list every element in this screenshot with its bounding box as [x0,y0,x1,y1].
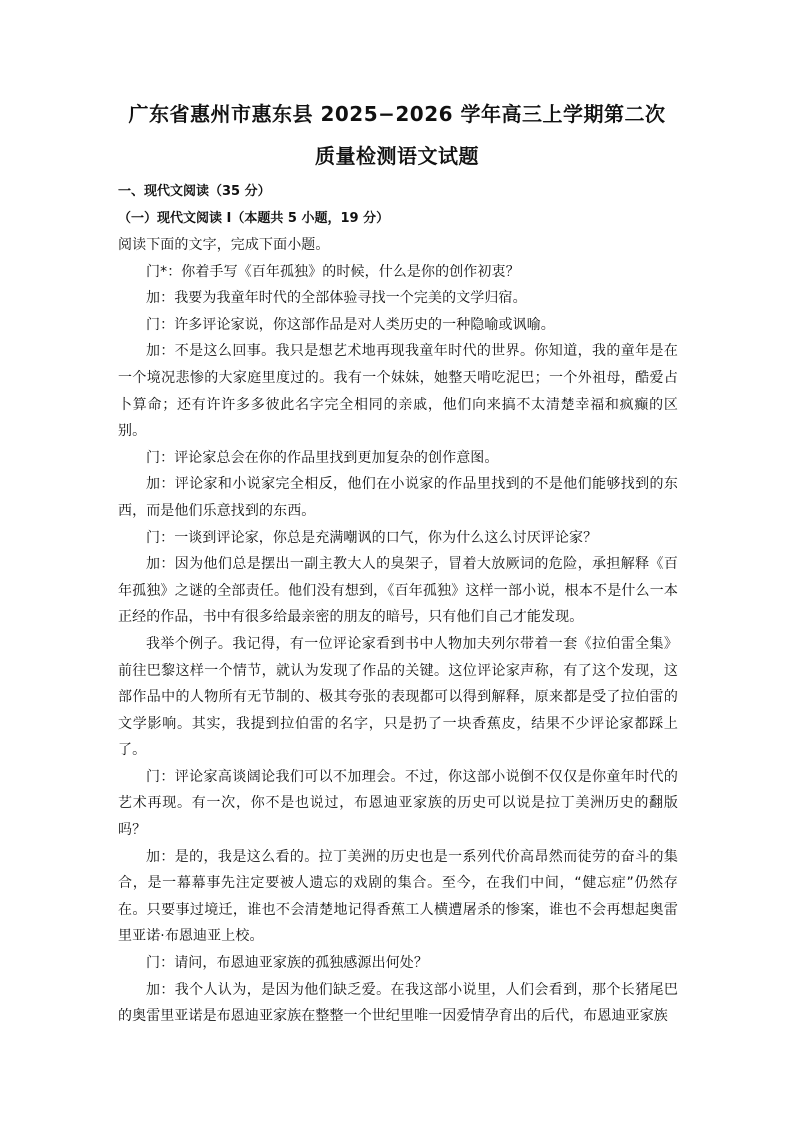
paragraph: 加：不是这么回事。我只是想艺术地再现我童年时代的世界。你知道，我的童年是在一个境况悲惨的大家庭里度过的。我有一个妹妹，她整天啃吃泥巴；一个外祖母，酷爱占卜算命；还有许许多多彼此名字完全相同的亲戚，他们向来搞不太清楚幸福和疯癫的区别。 [118,343,678,440]
paragraph: 门：一谈到评论家，你总是充满嘲讽的口气，你为什么这么讨厌评论家？ [146,529,598,546]
exam-title-line1: 广东省惠州市惠东县 2025−2026 学年高三上学期第二次 [128,102,666,126]
reading-passage [118,232,678,1030]
paragraph: 门：许多评论家说，你这部作品是对人类历史的一种隐喻或讽喻。 [146,316,555,333]
paragraph: 加：是的，我是这么看的。拉丁美洲的历史也是一系列代价高昂然而徒劳的奋斗的集合，是一幕幕事先注定要被人遗忘的戏剧的集合。至今，在我们中间，“健忘症”仍然存在。只要事过境迁，谁也不会清楚地记得香蕉工人横遭屠杀的惨案，谁也不会再想起奥雷里亚诺·布恩迪亚上校。 [118,848,678,945]
paragraph: 加：因为他们总是摆出一副主教大人的臭架子，冒着大放厥词的危险，承担解释《百年孤独》之谜的全部责任。他们没有想到，《百年孤独》这样一部小说，根本不是什么一本正经的作品，书中有很多给最亲密的朋友的暗号，只有他们自己才能发现。 [118,556,678,626]
subsection-heading: （一）现代文阅读 I（本题共 5 小题，19 分） [118,211,390,226]
paragraph: 加：评论家和小说家完全相反，他们在小说家的作品里找到的不是他们能够找到的东西，而是他们乐意找到的东西。 [118,476,678,519]
paragraph: 门：评论家高谈阔论我们可以不加理会。不过，你这部小说倒不仅仅是你童年时代的艺术再现。有一次，你不是也说过，布恩迪亚家族的历史可以说是拉丁美洲历史的翻版吗？ [118,768,678,839]
paragraph: 门：请问，布恩迪亚家族的孤独感源出何处？ [146,955,428,972]
section-heading: 一、现代文阅读（35 分） [118,184,271,199]
instruction: 阅读下面的文字，完成下面小题。 [118,237,330,253]
paragraph: 加：我个人认为，是因为他们缺乏爱。在我这部小说里，人们会看到，那个长猪尾巴的奥雷里亚诺是布恩迪亚家族在整整一个世纪里唯一因爱情孕育出的后代，布恩迪亚家族 [118,981,678,1025]
paragraph: 门*：你着手写《百年孤独》的时候，什么是你的创作初衷？ [146,263,520,280]
paragraph: 加：我要为我童年时代的全部体验寻找一个完美的文学归宿。 [146,290,527,307]
paragraph: 我举个例子。我记得，有一位评论家看到书中人物加夫列尔带着一套《拉伯雷全集》前往巴黎这样一个情节，就认为发现了作品的关键。这位评论家声称，有了这个发现，这部作品中的人物所有无节制的、极其夸张的表现都可以得到解释，原来都是受了拉伯雷的文学影响。其实，我提到拉伯雷的名字，只是扔了一块香蕉皮，结果不少评论家都踩上了。 [118,635,678,759]
paragraph: 门：评论家总会在你的作品里找到更加复杂的创作意图。 [146,449,499,466]
exam-title-line2: 质量检测语文试题 [315,144,479,168]
